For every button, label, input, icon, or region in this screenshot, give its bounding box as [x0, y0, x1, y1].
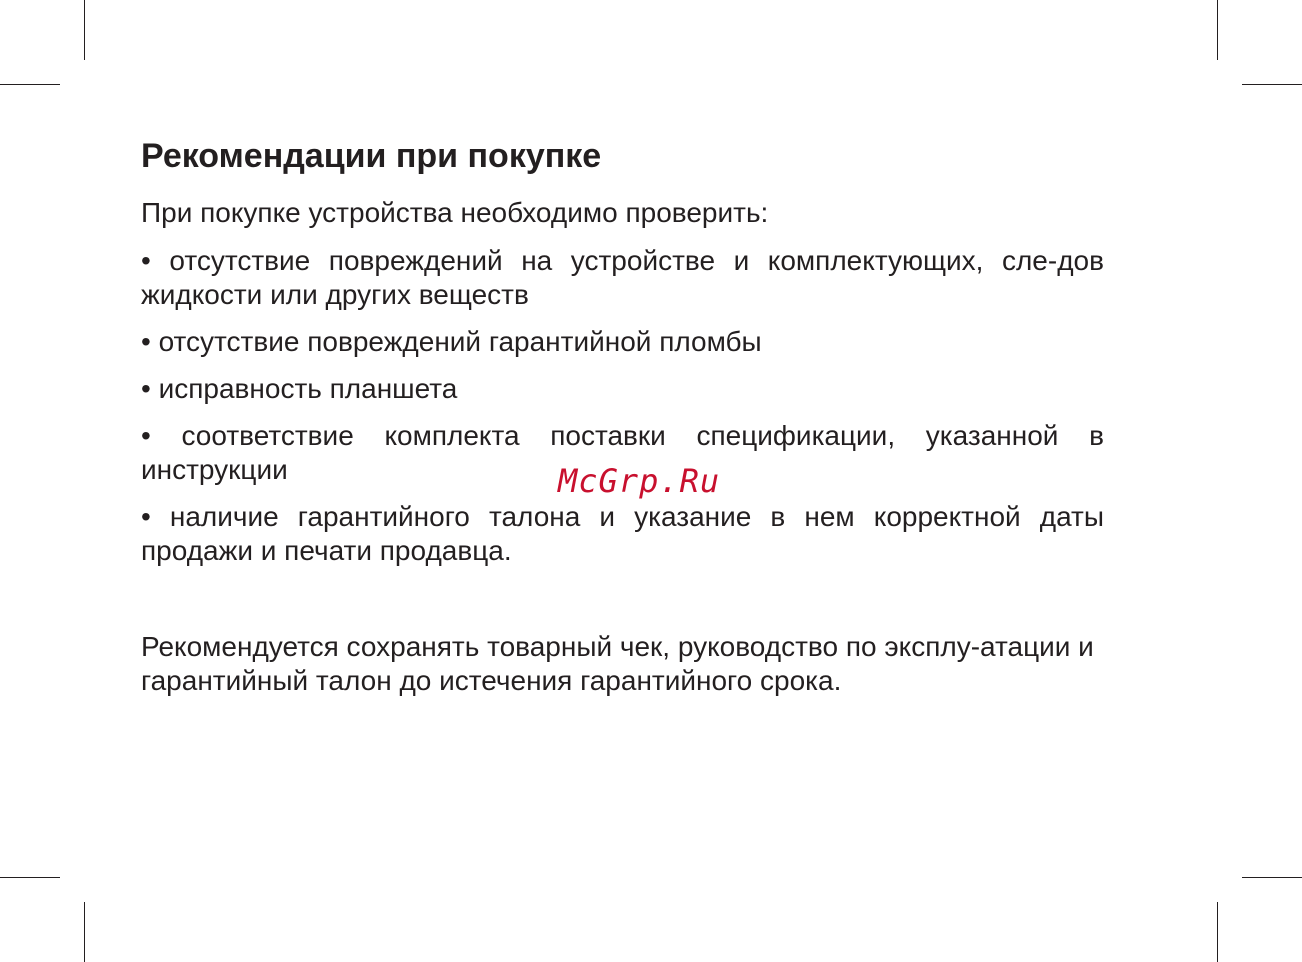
- checklist-item: • отсутствие повреждений гарантийной пломбы: [141, 326, 762, 357]
- crop-mark-bottom-left-vertical: [84, 902, 85, 962]
- intro-text: При покупке устройства необходимо проверить:: [141, 197, 769, 228]
- crop-mark-bottom-right-horizontal: [1242, 877, 1302, 878]
- crop-mark-top-right-horizontal: [1242, 84, 1302, 85]
- checklist-item: • наличие гарантийного талона и указание в нем корректной даты продажи и печати продавца.: [141, 501, 1104, 566]
- crop-mark-bottom-left-horizontal: [0, 877, 60, 878]
- crop-mark-bottom-right-vertical: [1217, 902, 1218, 962]
- crop-mark-top-left-vertical: [84, 0, 85, 60]
- page-title: Рекомендации при покупке: [141, 137, 602, 175]
- watermark-text: McGrp.Ru: [558, 462, 721, 500]
- crop-mark-top-right-vertical: [1217, 0, 1218, 60]
- document-content: [141, 134, 1104, 698]
- recommendation-note: Рекомендуется сохранять товарный чек, руководство по эксплу-атации и гарантийный талон до истечения гарантийного срока.: [141, 631, 1094, 696]
- checklist-item: • исправность планшета: [141, 373, 458, 404]
- crop-mark-top-left-horizontal: [0, 84, 60, 85]
- checklist-item: • отсутствие повреждений на устройстве и комплектующих, сле-дов жидкости или других веществ: [141, 245, 1104, 310]
- checklist-item: • соответствие комплекта поставки спецификации, указанной в инструкции: [141, 420, 1104, 485]
